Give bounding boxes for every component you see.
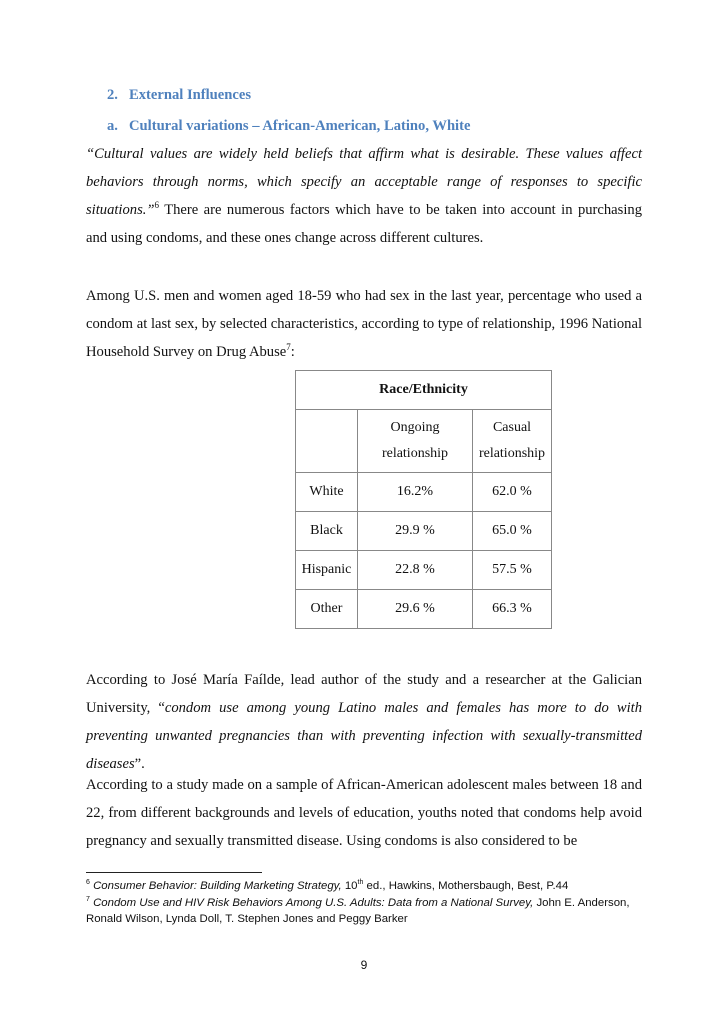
footnote-number: 7 (86, 896, 90, 903)
ongoing-value: 16.2% (358, 473, 473, 512)
paragraph-tail: ”. (134, 756, 145, 772)
table-header-row (234, 371, 552, 410)
faílde-quote: condom use among young Latino males and females has more to do with preventing unwanted pregnancies than with preventing infection with sexually-transmitted diseases (86, 700, 642, 772)
ongoing-header-line2: relationship (381, 446, 449, 461)
subsection-letter: a. (107, 118, 118, 134)
ongoing-value: 29.6 % (358, 590, 473, 629)
casual-header-line2: relationship (478, 446, 546, 461)
subsection-title: Cultural variations – African-American, Latino, White (129, 118, 471, 134)
section-number: 2. (107, 87, 118, 103)
table-row (234, 473, 552, 512)
ongoing-value: 22.8 % (358, 551, 473, 590)
page-number: 9 (360, 958, 368, 972)
casual-value: 66.3 % (473, 590, 552, 629)
race-label: Hispanic (296, 551, 358, 590)
footnote-ref-6[interactable]: 6 (154, 200, 160, 210)
footnote-number: 6 (86, 879, 90, 886)
footnote-text: ed., Hawkins, Mothersbaugh, Best, P.44 (363, 880, 569, 892)
footnote-title: Condom Use and HIV Risk Behaviors Among U.S. Adults: Data from a National Survey, (93, 897, 534, 909)
ongoing-header (358, 410, 473, 473)
footnote-title: Consumer Behavior: Building Marketing Strategy, (93, 880, 342, 892)
ongoing-header-line1: Ongoing (390, 420, 440, 435)
cultural-values-quote: “Cultural values are widely held beliefs that affirm what is desirable. These values affect behaviors through norms, which specify an acceptable range of responses to specific situations.” (86, 146, 642, 218)
paragraph-text: There are numerous factors which have to be taken into account in purchasing and using condoms, and these ones change across different cultures. (86, 202, 642, 246)
table-row (234, 590, 552, 629)
footnote-7 (86, 895, 646, 927)
footnote-6 (86, 878, 646, 894)
footnote-edition-suffix: th (357, 879, 364, 886)
casual-value: 62.0 % (473, 473, 552, 512)
paragraph-text: According to a study made on a sample of African-American adolescent males between 18 and 22, from different backgrounds and levels of education, youths noted that condoms help avoid pregnancy and sexually transmitted disease. Using condoms is also considered to be (86, 777, 642, 849)
table-subheader-row (234, 410, 552, 473)
empty-header-cell (296, 410, 358, 473)
table-row (234, 512, 552, 551)
race-label: Black (296, 512, 358, 551)
casual-value: 57.5 % (473, 551, 552, 590)
paragraph-text: According to José María Faílde, lead author of the study and a researcher at the Galician University, “ (86, 672, 642, 716)
race-label: White (296, 473, 358, 512)
footnote-edition: 10 (341, 880, 358, 892)
race-ethnicity-header: Race/Ethnicity (296, 371, 552, 410)
condom-use-table (234, 370, 552, 629)
footnote-ref-7[interactable]: 7 (286, 342, 291, 352)
section-title: External Influences (129, 87, 252, 103)
section-heading (107, 87, 251, 104)
paragraph-latino-study (86, 666, 642, 778)
paragraph-tail: : (290, 344, 295, 360)
paragraph-cultural-values (86, 140, 642, 252)
casual-value: 65.0 % (473, 512, 552, 551)
paragraph-african-american-study (86, 771, 642, 855)
ongoing-value: 29.9 % (358, 512, 473, 551)
casual-header (473, 410, 552, 473)
paragraph-text: Among U.S. men and women aged 18-59 who had sex in the last year, percentage who used a condom at last sex, by selected characteristics, according to type of relationship, 1996 National Household Survey on Drug Abuse (86, 288, 642, 360)
subsection-heading (107, 118, 470, 135)
casual-header-line1: Casual (492, 420, 532, 435)
footnote-text: John E. Anderson, Ronald Wilson, Lynda Doll, T. Stephen Jones and Peggy Barker (86, 897, 630, 925)
table-row (234, 551, 552, 590)
paragraph-survey-intro (86, 282, 642, 366)
footnote-divider (86, 872, 262, 873)
race-label: Other (296, 590, 358, 629)
